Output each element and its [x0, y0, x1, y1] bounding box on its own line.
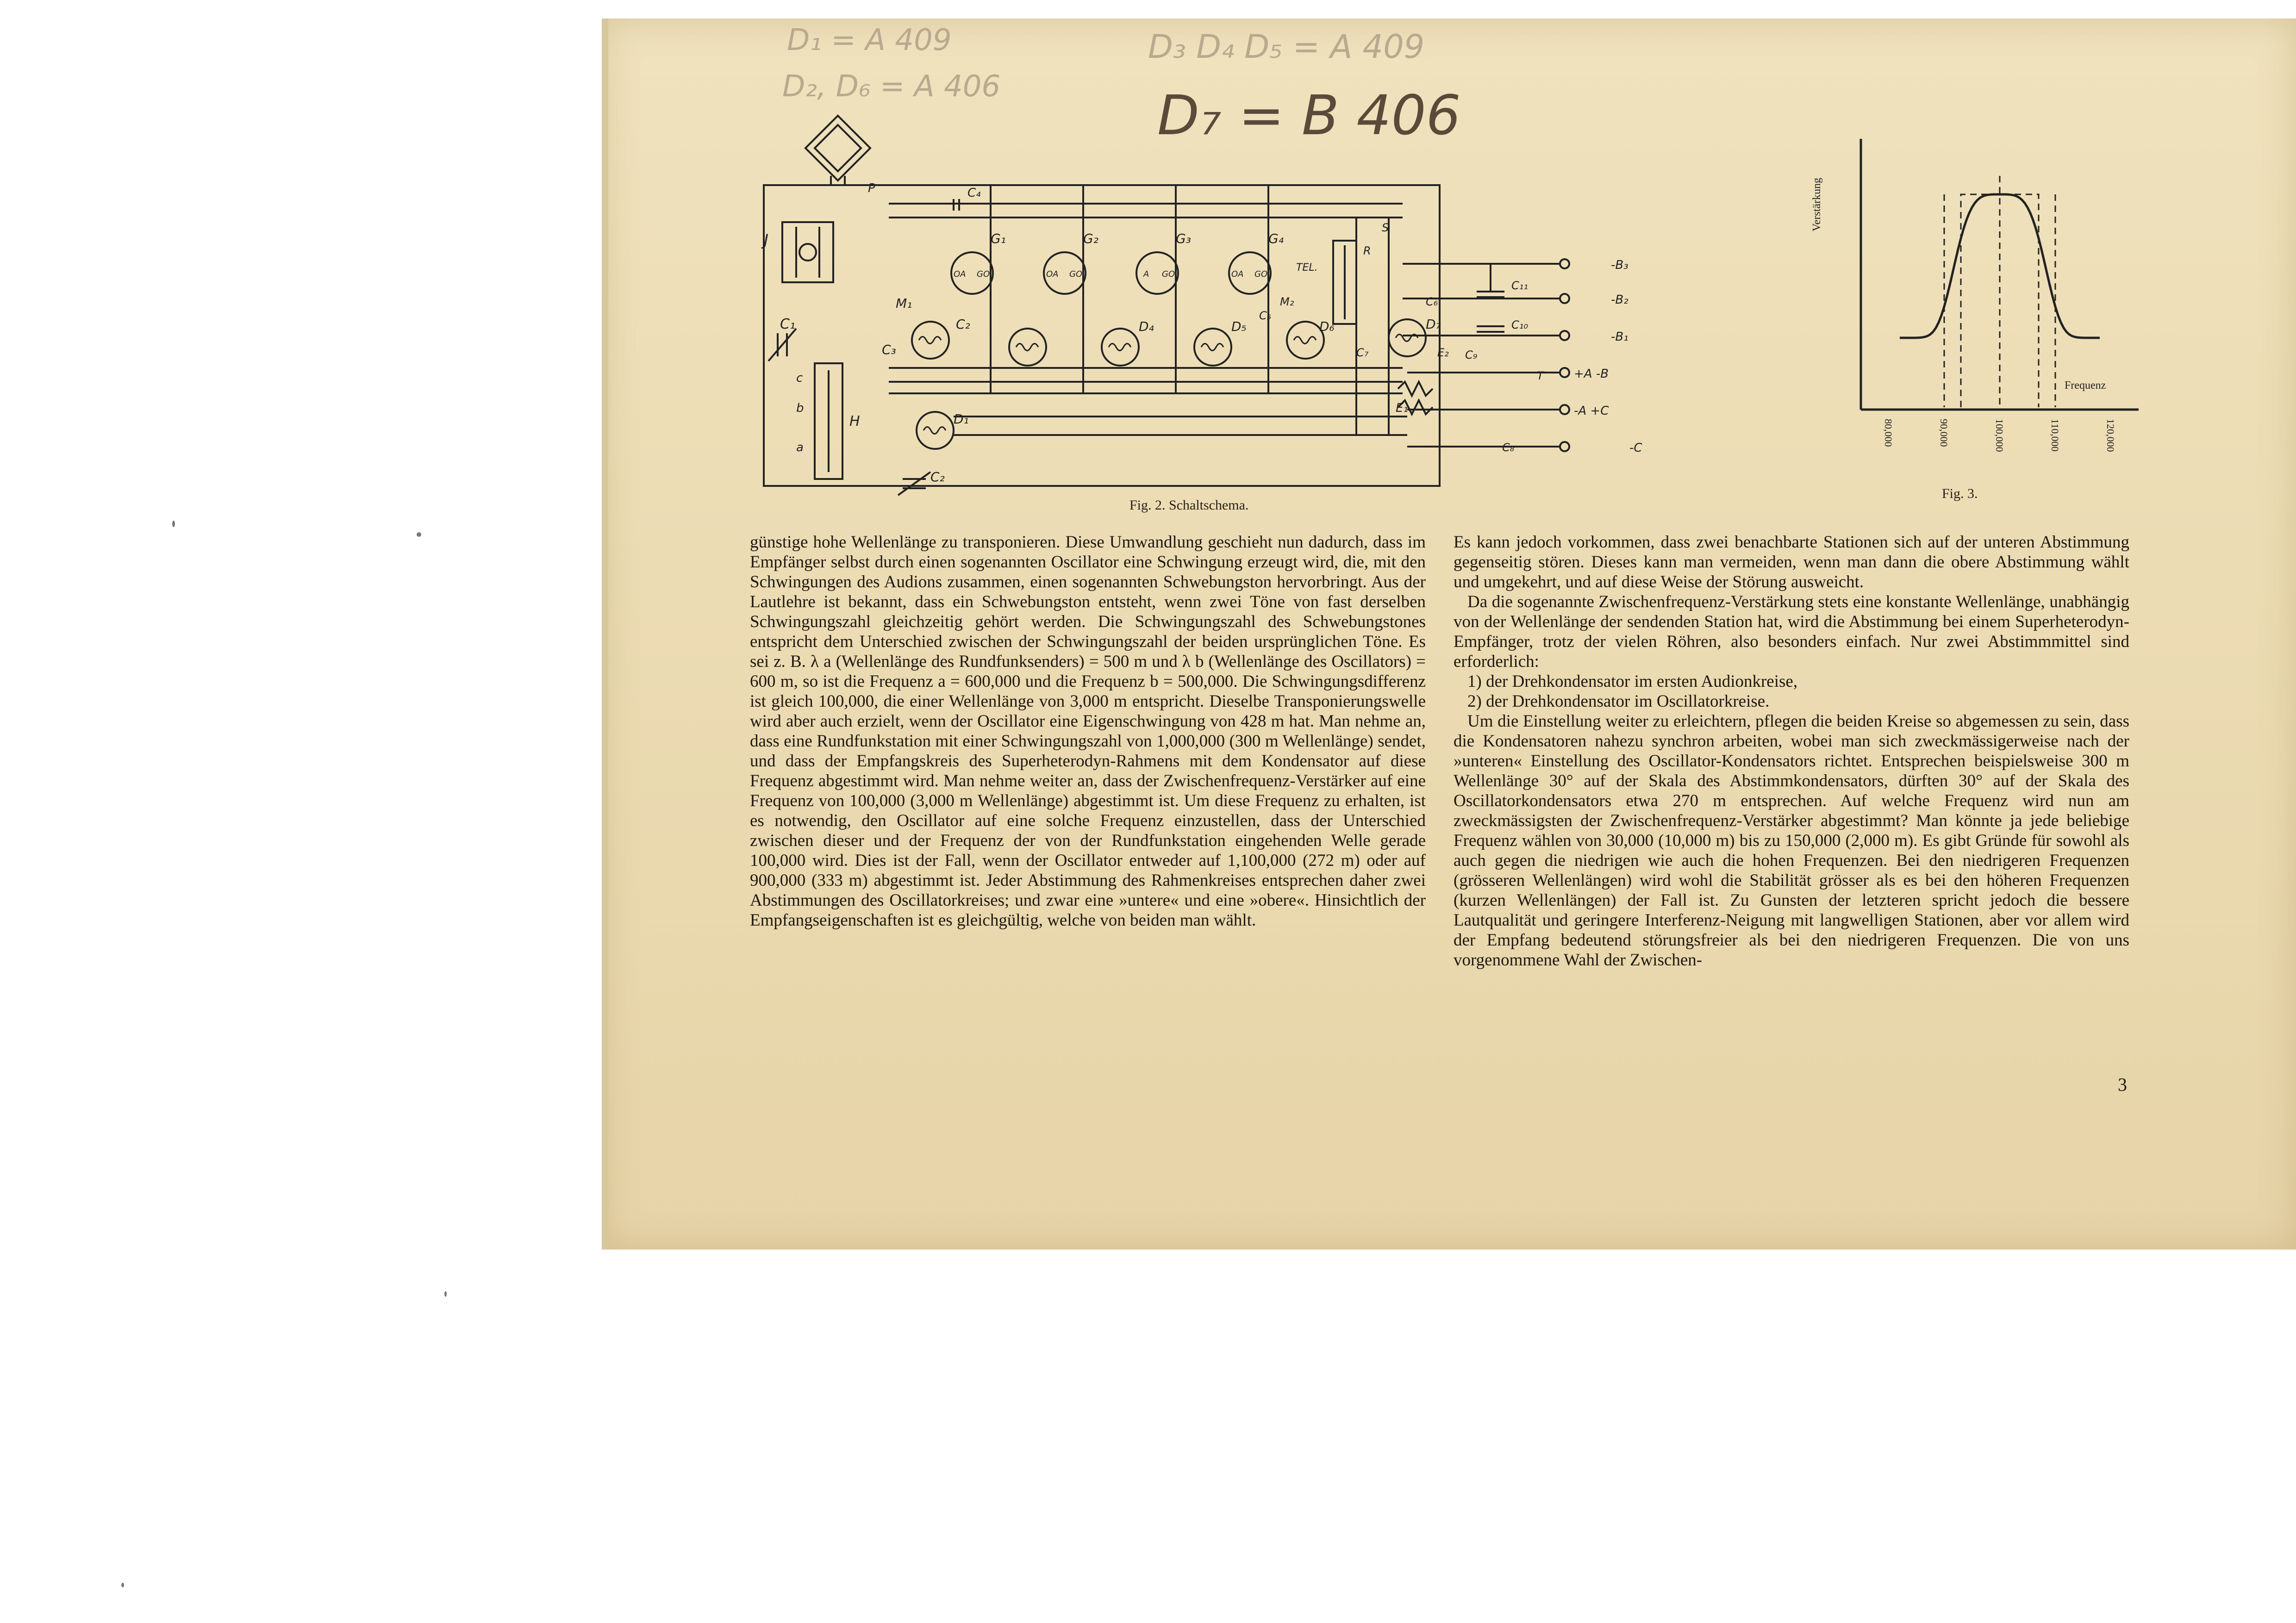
label-tel: TEL. — [1296, 262, 1318, 274]
page-edge — [602, 19, 608, 1250]
tube-d4 — [1102, 329, 1139, 366]
terminal-label: -B₁ — [1611, 330, 1628, 344]
tube-label: GO — [1069, 269, 1083, 279]
label-d7: D₇ — [1426, 317, 1441, 332]
x-tick-label: 100,000 — [1994, 419, 2005, 452]
text-column-right — [1454, 532, 2129, 970]
list-item: 1) der Drehkondensator im ersten Audionkreise, — [1467, 672, 1798, 691]
label-r: R — [1363, 244, 1371, 257]
y-axis-label: Verstärkung — [1811, 178, 1823, 231]
label-g4: G₄ — [1268, 231, 1284, 246]
handwritten-note: D₂, D₆ = A 406 — [782, 69, 1001, 104]
label-g2: G₂ — [1083, 231, 1098, 246]
circuit-frame — [764, 185, 1440, 486]
tube-d1 — [917, 412, 954, 449]
figure3-chart — [1787, 130, 2148, 481]
label-c8: C₈ — [1502, 441, 1515, 454]
terminal-label: -A +C — [1574, 404, 1609, 418]
scan-speck — [444, 1291, 447, 1297]
tube-label: GO — [1162, 269, 1175, 279]
figure3-caption: Fig. 3. — [1942, 486, 1978, 501]
terminal — [1560, 442, 1569, 451]
label-c: c — [796, 371, 803, 385]
scan-speck — [121, 1583, 124, 1587]
terminal-label: +A -B — [1574, 367, 1609, 381]
label-t: T — [1537, 369, 1544, 382]
tube-d5 — [1194, 329, 1231, 366]
terminal — [1560, 331, 1569, 340]
paragraph: Um die Einstellung weiter zu erleichtern, pflegen die beiden Kreise so abgemessen zu sein, dass die Kondensatoren nahezu synchron arbeiten, wobei man sich zweckmässigerweise nach der »unteren« Einstellung des Oscillator-Kondensators richtet. Entsprechen beispielsweise 300 m Wellenlänge 30° auf der Skala des Abstimmkondensators, dürften 30° auf der Skala des Oscillatorkondensators etwa 270 m entsprechen. Auf welche Frequenz wird nun am zweckmässigsten der Zwischenfrequenz-Verstärker abgestimmt? Man könnte ja jede beliebige Frequenz wählen von 30,000 (10,000 m) bis zu 150,000 (2,000 m). Es gibt Gründe für sowohl als auch gegen die niedrigen wie auch die hohen Frequenzen. Bei den niedrigeren Frequenzen (grösseren Wellenlängen) wird wohl die Stabilität grösser als es bei den höheren Frequenzen (kurzen Wellenlängen) der Fall ist. Zu Gunsten der letzteren spricht jedoch die bessere Lautqualität und geringere Interferenz-Neigung mit langwelligen Stationen, aber vor allem wird der Empfang bedeutend störungsfreier als bei den niedrigeren Frequenzen. Die von uns vorgenommene Wahl der Zwischen- — [1454, 712, 2129, 970]
label-c10: C₁₀ — [1511, 318, 1528, 331]
label-b: b — [796, 401, 804, 415]
x-axis-label: Frequenz — [2065, 379, 2106, 392]
label-c9: C₉ — [1465, 348, 1478, 361]
page-number: 3 — [2118, 1074, 2127, 1095]
terminal — [1560, 368, 1569, 377]
x-tick-label: 110,000 — [2049, 419, 2061, 452]
label-s: S — [1382, 221, 1389, 234]
list-item: 2) der Drehkondensator im Oscillatorkreise. — [1467, 692, 1770, 711]
label-e1: E₁ — [1396, 401, 1408, 415]
label-j: J — [764, 231, 769, 249]
label-c5: C₅ — [1259, 309, 1272, 322]
terminal — [1560, 405, 1569, 414]
tube-label: A — [1143, 269, 1149, 279]
tube-d3 — [1009, 329, 1046, 366]
text-column-left — [750, 532, 1426, 930]
figure2-caption: Fig. 2. Schaltschema. — [1129, 497, 1249, 513]
label-h: H — [849, 413, 860, 429]
x-tick-label: 80,000 — [1883, 419, 1894, 447]
terminal-label: -C — [1629, 441, 1642, 455]
label-d6: D₆ — [1319, 319, 1335, 334]
tube-d7 — [1389, 319, 1426, 356]
label-c7: C₇ — [1356, 346, 1369, 359]
paragraph: günstige hohe Wellenlänge zu transponieren. Diese Umwandlung geschieht nun dadurch, dass im Empfänger selbst durch einen sogenannten Oscillator eine Schwingung erzeugt wird, die, mit den Schwingungen des Audions zusammen, einen sogenannten Schwebungston hervorbringt. Aus der Lautlehre ist bekannt, dass ein Schwebungston entsteht, wenn zwei Töne von fast derselben Schwingungszahl gleichzeitig gehört werden. Die Schwingungszahl des Schwebungstones entspricht dem Unterschied zwischen der Schwingungszahl der beiden ursprünglichen Töne. Es sei z. B. λ a (Wellenlänge des Rundfunksenders) = 500 m und λ b (Wellenlänge des Oscillators) = 600 m, so ist die Frequenz a = 600,000 und die Frequenz b = 500,000. Die Schwingungsdifferenz ist gleich 100,000, die einer Wellenlänge von 3,000 m entspricht. Dieselbe Transponierungswelle wird aber auch erzielt, wenn der Oscillator eine Eigenschwingung von 428 m hat. Man nehme an, dass eine Rundfunkstation mit einer Schwingungszahl von 1,000,000 (300 m Wellenlänge) sendet, und dass der Empfangskreis des Superheterodyn-Rahmens mit dem Kondensator auf diese Frequenz abgestimmt wird. Man nehme weiter an, dass der Zwischenfrequenz-Verstärker auf eine Frequenz von 100,000 (3,000 m Wellenlänge) abgestimmt ist. Um diese Frequenz zu erhalten, ist es notwendig, den Oscillator auf eine solche Frequenz einzustellen, dass der Unterschied zwischen dieser und der Frequenz der von der Rundfunkstation eingehenden Welle gerade 100,000 wird. Dies ist der Fall, wenn der Oscillator entweder auf 1,100,000 (272 m) oder auf 900,000 (333 m) abgestimmt ist. Jeder Abstimmung des Rahmenkreises entsprechen daher zwei Abstimmungen des Oscillatorkreises; und zwar eine »untere« und eine »obere«. Hinsichtlich der Empfangseigenschaften ist es gleichgültig, welche von beiden man wählt. — [750, 533, 1426, 930]
label-a: a — [796, 441, 804, 454]
label-e2: E₂ — [1437, 346, 1449, 359]
label-c2-top: C₂ — [956, 317, 970, 332]
x-tick-label: 120,000 — [2105, 419, 2116, 452]
label-c11: C₁₁ — [1511, 279, 1528, 292]
label-c1: C₁ — [780, 316, 795, 332]
label-p: P — [868, 181, 875, 195]
terminal — [1560, 259, 1569, 268]
label-c6: C₆ — [1426, 295, 1438, 308]
label-g1: G₁ — [991, 231, 1006, 246]
handwritten-note: D₁ = A 409 — [787, 23, 952, 57]
label-c3: C₃ — [882, 342, 896, 357]
tube-label: OA — [1231, 269, 1244, 279]
terminal-label: -B₃ — [1611, 258, 1628, 272]
label-c4: C₄ — [967, 186, 981, 200]
terminal-label: -B₂ — [1611, 293, 1628, 307]
scan-speck — [172, 521, 175, 527]
jack-contact — [799, 244, 816, 261]
tube-label: OA — [954, 269, 966, 279]
tube-label: GO — [977, 269, 990, 279]
label-d5: D₅ — [1231, 319, 1247, 334]
label-d1: D₁ — [954, 411, 969, 427]
schematic-diagram — [750, 111, 1657, 504]
label-d4: D₄ — [1139, 319, 1154, 334]
scan-speck — [417, 532, 421, 537]
handwritten-note: D₇ = B 406 — [1157, 83, 1461, 147]
tube-label: OA — [1046, 269, 1059, 279]
paragraph: Es kann jedoch vorkommen, dass zwei benachbarte Stationen sich auf der unteren Abstimmung gegenseitig stören. Dieses kann man vermeiden, wenn man dann die obere Abstimmung wählt und umgekehrt, und auf diese Weise der Störung ausweicht. — [1454, 533, 2129, 591]
label-m1: M₁ — [896, 296, 912, 311]
paragraph: Da die sogenannte Zwischenfrequenz-Verstärkung stets eine konstante Wellenlänge, unabhängig von der Wellenlänge der sendenden Station hat, wird die Abstimmung bei einem Superheterodyn-Empfänger, trotz der vielen Röhren, also besonders einfach. Nur zwei Abstimmmittel sind erforderlich: — [1454, 592, 2129, 671]
handwritten-note: D₃ D₄ D₅ = A 409 — [1148, 28, 1425, 66]
jack-block — [782, 222, 833, 282]
tube-label: GO — [1254, 269, 1268, 279]
label-c2: C₂ — [930, 469, 945, 485]
x-tick-label: 90,000 — [1938, 419, 1950, 447]
label-g3: G₃ — [1176, 231, 1191, 246]
tube-d2 — [912, 322, 949, 359]
tube-d6 — [1287, 322, 1324, 359]
label-m2: M₂ — [1280, 295, 1294, 308]
terminal — [1560, 294, 1569, 303]
